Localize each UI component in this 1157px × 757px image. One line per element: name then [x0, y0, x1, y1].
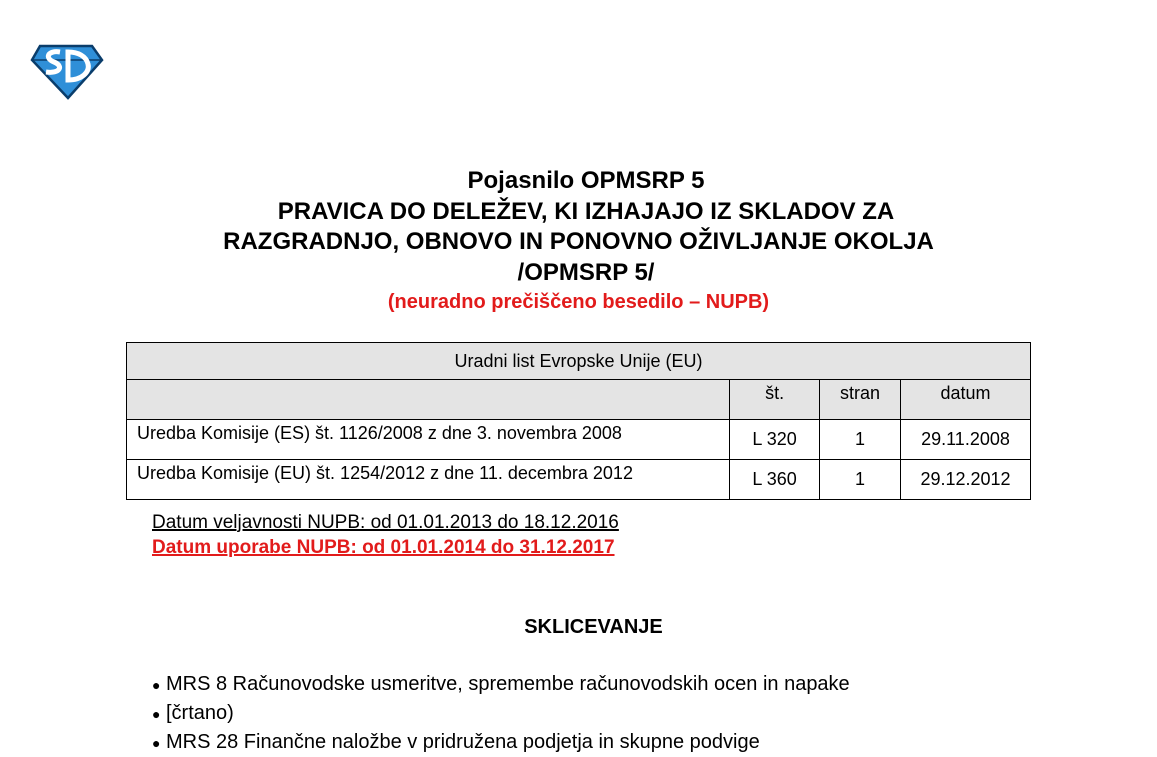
regulation-cell: Uredba Komisije (EU) št. 1254/2012 z dne 11. decembra 2012 — [127, 460, 730, 500]
column-stran: stran — [820, 380, 901, 420]
datum-cell: 29.12.2012 — [901, 460, 1031, 500]
section-heading: SKLICEVANJE — [524, 616, 663, 638]
validity-date: Datum veljavnosti NUPB: od 01.01.2013 do 18.12.2016 — [152, 512, 619, 533]
table-header-row — [127, 343, 1031, 380]
reference-text: MRS 28 Finančne naložbe v pridružena podjetja in skupne podvige — [166, 731, 760, 753]
nupb-dates — [152, 510, 619, 560]
bullet-icon: ● — [152, 706, 161, 722]
reference-text: MRS 8 Računovodske usmeritve, spremembe računovodskih ocen in napake — [166, 673, 850, 695]
list-item — [152, 699, 850, 728]
title-line-2: PRAVICA DO DELEŽEV, KI IZHAJAJO IZ SKLADOV ZA — [277, 197, 895, 225]
document-subtitle: (neuradno prečiščeno besedilo – NUPB) — [387, 291, 770, 313]
title-line-1: Pojasnilo OPMSRP 5 — [467, 167, 705, 194]
bullet-icon: ● — [152, 735, 161, 751]
column-blank — [127, 380, 730, 420]
st-cell: L 360 — [730, 460, 820, 500]
reference-text: [črtano) — [166, 702, 234, 724]
table-row — [127, 420, 1031, 460]
stran-cell: 1 — [820, 460, 901, 500]
column-datum: datum — [901, 380, 1031, 420]
eu-official-journal-table — [126, 342, 1031, 500]
document-title — [0, 166, 1157, 314]
title-line-3: RAZGRADNJO, OBNOVO IN PONOVNO OŽIVLJANJE OKOLJA — [223, 228, 934, 255]
list-item — [152, 670, 850, 699]
regulation-cell: Uredba Komisije (ES) št. 1126/2008 z dne 3. novembra 2008 — [127, 420, 730, 460]
st-cell: L 320 — [730, 420, 820, 460]
table-header: Uradni list Evropske Unije (EU) — [127, 343, 1031, 380]
title-line-4: /OPMSRP 5/ — [517, 258, 655, 286]
table-row — [127, 460, 1031, 500]
stran-cell: 1 — [820, 420, 901, 460]
table-columns-row — [127, 380, 1031, 420]
datum-cell: 29.11.2008 — [901, 420, 1031, 460]
column-st: št. — [730, 380, 820, 420]
reference-list — [152, 670, 850, 757]
organization-logo — [30, 40, 104, 100]
usage-date: Datum uporabe NUPB: od 01.01.2014 do 31.12.2017 — [152, 537, 615, 558]
bullet-icon: ● — [152, 677, 161, 693]
